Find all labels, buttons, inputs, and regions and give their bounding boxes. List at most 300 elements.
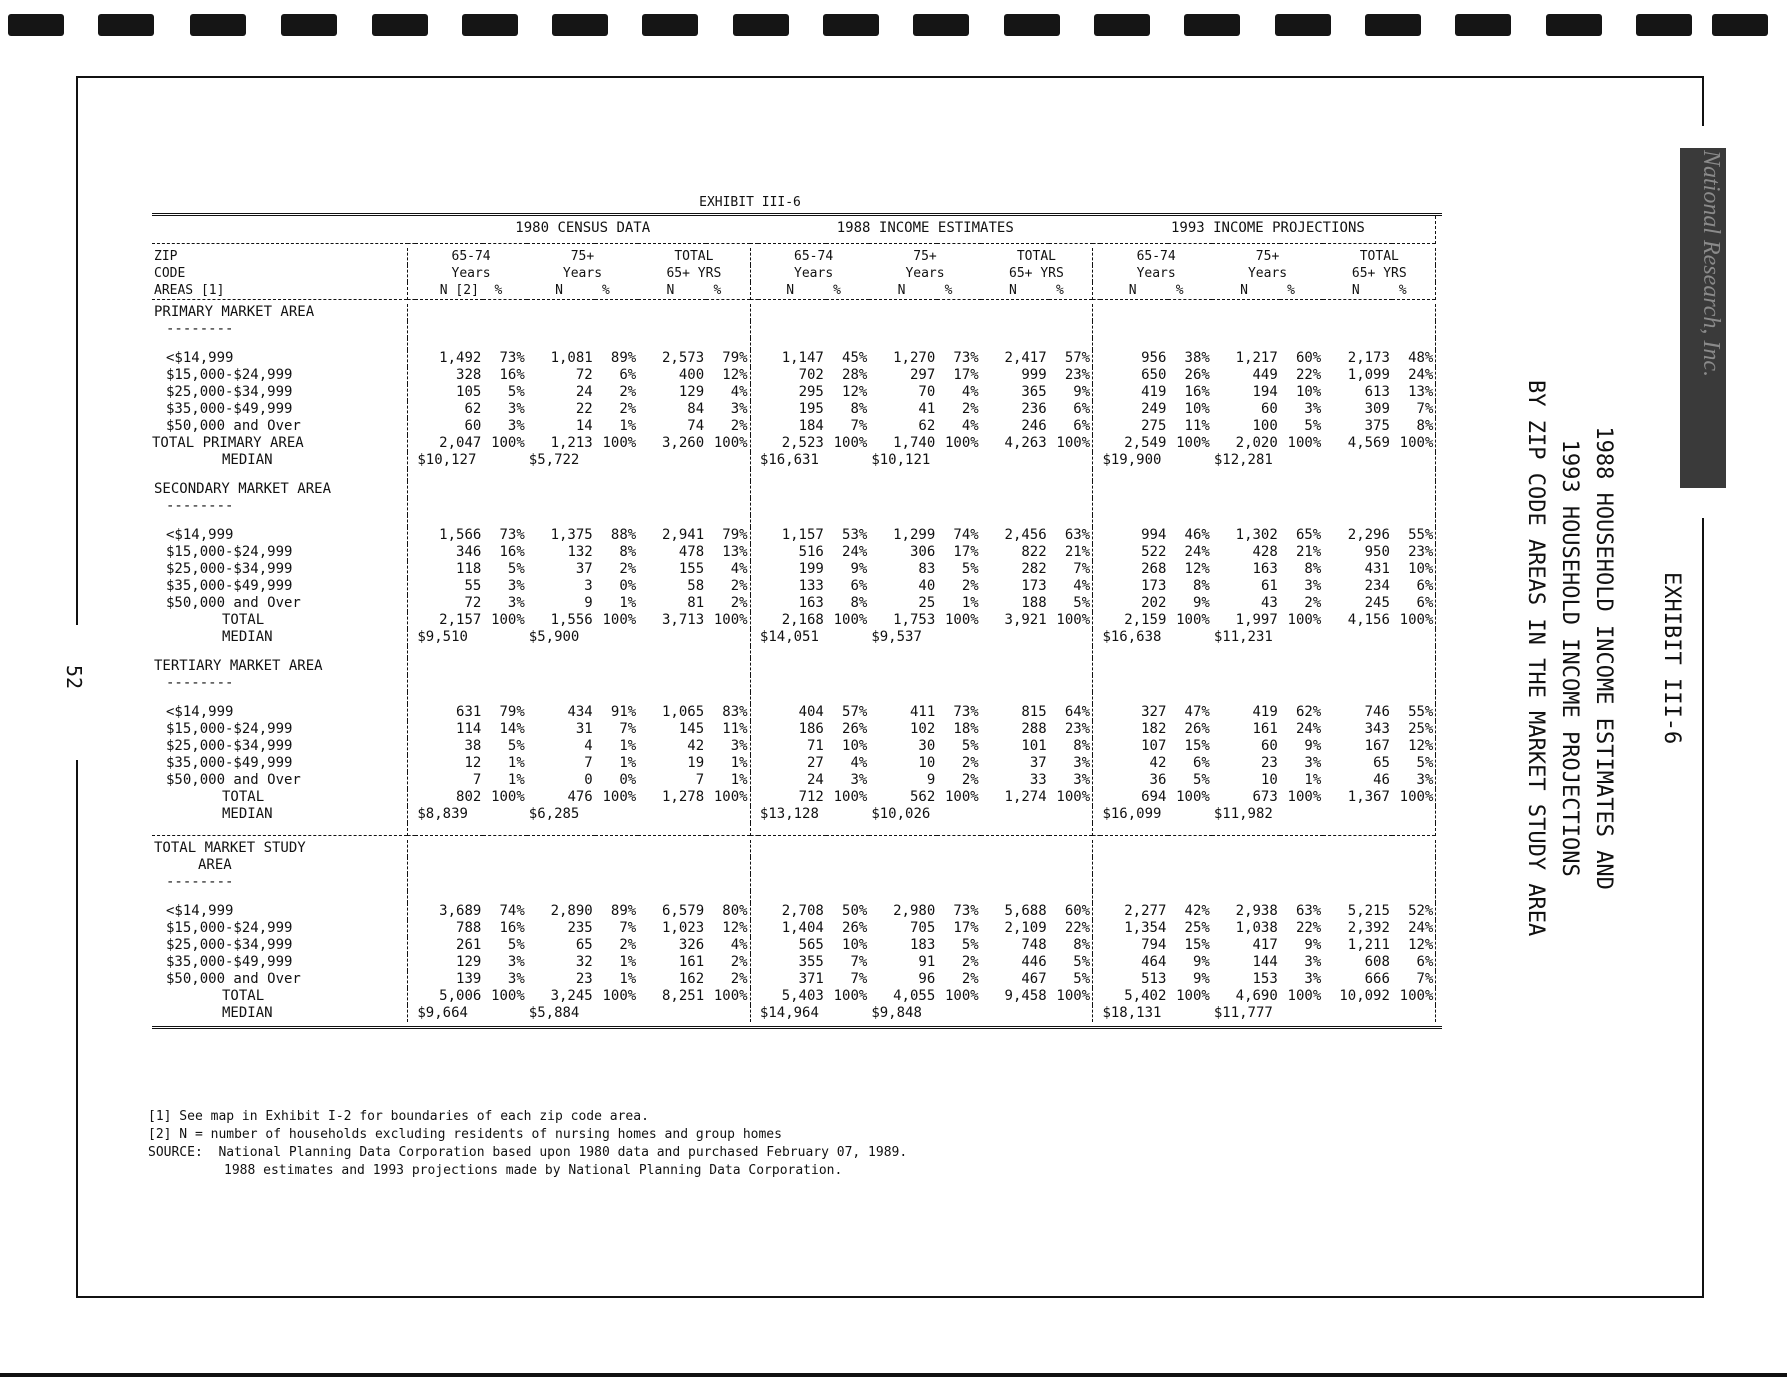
column-header-row-2: [152, 265, 1442, 282]
binder-hole: [372, 14, 428, 36]
income-bracket-label: $35,000-$49,999: [166, 578, 293, 594]
percent-cell: 55%: [1408, 527, 1434, 543]
separator: [408, 806, 416, 823]
percent-cell: 3%: [1073, 772, 1091, 788]
percent-cell: 12%: [1408, 937, 1434, 953]
percent-cell: 8%: [850, 401, 868, 417]
section-title-row: [152, 658, 1442, 675]
median-cell: $19,900: [1102, 452, 1162, 468]
count-cell: 3: [584, 578, 593, 594]
spacer-row: [152, 515, 1442, 527]
total-count-cell: 1,753: [893, 612, 936, 628]
percent-cell: 91%: [610, 704, 637, 720]
total-count-cell: 1,274: [1004, 789, 1047, 805]
percent-cell: 13%: [1408, 384, 1434, 400]
percent-cell: 7%: [850, 418, 868, 434]
separator: [1093, 469, 1101, 481]
percent-cell: 6%: [1073, 418, 1091, 434]
table-edge: [1436, 704, 1442, 721]
count-cell: 705: [909, 920, 936, 936]
spacer-row: [152, 823, 1442, 836]
count-cell: 65: [1373, 755, 1390, 771]
count-cell: 404: [798, 704, 824, 720]
income-bracket-label: <$14,999: [166, 903, 234, 919]
median-cell: $10,026: [871, 806, 931, 822]
count-cell: 236: [1021, 401, 1047, 417]
count-cell: 434: [567, 704, 593, 720]
separator: [1093, 401, 1101, 418]
separator: [750, 304, 758, 321]
total-row: [152, 435, 1442, 452]
percent-cell: 9%: [1304, 937, 1322, 953]
count-cell: 102: [909, 721, 936, 737]
percent-cell: 73%: [499, 527, 525, 543]
median-cell: $13,128: [759, 806, 819, 822]
median-cell: $10,127: [417, 452, 477, 468]
table-row: [152, 544, 1442, 561]
percent-cell: 57%: [842, 704, 868, 720]
total-percent-cell: 100%: [1056, 789, 1091, 805]
percent-cell: 25%: [1184, 920, 1210, 936]
binder-hole: [552, 14, 608, 36]
percent-cell: 73%: [953, 903, 979, 919]
income-bracket-label: <$14,999: [166, 527, 234, 543]
separator: [750, 954, 758, 971]
separator: [750, 401, 758, 418]
separator: [1093, 304, 1101, 321]
percent-cell: 4%: [850, 755, 868, 771]
separator: [1093, 544, 1101, 561]
count-cell: 1,354: [1124, 920, 1167, 936]
count-cell: 822: [1021, 544, 1047, 560]
separator: [1093, 937, 1101, 954]
separator: [750, 772, 758, 789]
percent-cell: 5%: [961, 738, 979, 754]
separator: [408, 401, 416, 418]
income-bracket-label: $25,000-$34,999: [166, 738, 293, 754]
table-edge: [1436, 937, 1442, 954]
income-bracket-label: $35,000-$49,999: [166, 755, 293, 771]
total-percent-cell: 100%: [833, 435, 868, 451]
count-cell: 22: [575, 401, 593, 417]
total-label: TOTAL: [222, 988, 265, 1004]
total-percent-cell: 100%: [1056, 612, 1091, 628]
total-count-cell: 5,402: [1124, 988, 1167, 1004]
separator: [1093, 874, 1101, 891]
table-row: [152, 772, 1442, 789]
count-cell: 84: [687, 401, 705, 417]
percent-cell: 5%: [507, 384, 525, 400]
percent-cell: 2%: [730, 578, 748, 594]
separator: [750, 527, 758, 544]
percent-cell: 57%: [1064, 350, 1091, 366]
separator: [408, 658, 416, 675]
table-edge: [1436, 920, 1442, 937]
separator: [1093, 772, 1101, 789]
side-title-line3: BY ZIP CODE AREAS IN THE MARKET STUDY AREA: [1523, 380, 1548, 937]
count-cell: 249: [1141, 401, 1167, 417]
count-cell: 72: [575, 367, 593, 383]
separator: [408, 954, 416, 971]
total-percent-cell: 100%: [602, 988, 637, 1004]
count-cell: 70: [918, 384, 936, 400]
table-edge: [1436, 544, 1442, 561]
count-cell: 32: [575, 954, 593, 970]
count-cell: 129: [678, 384, 705, 400]
percent-cell: 6%: [1192, 755, 1210, 771]
total-percent-cell: 100%: [1399, 988, 1434, 1004]
count-cell: 155: [678, 561, 705, 577]
count-cell: 794: [1141, 937, 1167, 953]
total-percent-cell: 100%: [713, 988, 748, 1004]
count-cell: 994: [1141, 527, 1167, 543]
total-count-cell: 4,690: [1235, 988, 1278, 1004]
count-cell: 400: [678, 367, 705, 383]
total-count-cell: 5,006: [439, 988, 482, 1004]
separator: [750, 692, 758, 704]
count-cell: 173: [1021, 578, 1047, 594]
percent-cell: 21%: [1064, 544, 1091, 560]
percent-cell: 65%: [1295, 527, 1322, 543]
section-title-2: AREA: [198, 857, 232, 873]
separator: [1093, 350, 1101, 367]
separator: [750, 971, 758, 988]
spacer-cell: [152, 891, 408, 903]
percent-cell: 3%: [730, 401, 748, 417]
section-title-row-2: [152, 857, 1442, 874]
separator: [750, 937, 758, 954]
separator: [750, 384, 758, 401]
header-c1b: Years: [451, 265, 491, 281]
table-edge: [1436, 321, 1442, 338]
count-cell: 326: [678, 937, 705, 953]
percent-cell: 9%: [1192, 595, 1210, 611]
header-c5c: N %: [897, 282, 953, 298]
separator: [750, 988, 758, 1005]
count-cell: 194: [1252, 384, 1278, 400]
count-cell: 100: [1252, 418, 1278, 434]
percent-cell: 4%: [961, 418, 979, 434]
total-count-cell: 1,367: [1347, 789, 1390, 805]
separator: [1093, 321, 1101, 338]
count-cell: 261: [456, 937, 482, 953]
separator: [750, 515, 758, 527]
data-table-wrapper: [152, 213, 1442, 1029]
count-cell: 2,296: [1347, 527, 1390, 543]
header-c2b: Years: [562, 265, 603, 281]
group-header-row: [152, 216, 1442, 244]
count-cell: 950: [1364, 544, 1390, 560]
separator: [408, 321, 416, 338]
header-c2c: N %: [555, 282, 610, 298]
count-cell: 105: [456, 384, 482, 400]
header-c1c: N [2] %: [439, 282, 503, 298]
column-header-row-3: [152, 282, 1442, 300]
income-bracket-label: $50,000 and Over: [166, 595, 301, 611]
spacer-row: [152, 692, 1442, 704]
table-edge: [1436, 418, 1442, 435]
separator: [750, 874, 758, 891]
separator: [750, 578, 758, 595]
percent-cell: 23%: [1064, 367, 1091, 383]
table-row: [152, 920, 1442, 937]
total-count-cell: 2,168: [781, 612, 824, 628]
percent-cell: 16%: [1184, 384, 1210, 400]
percent-cell: 7%: [619, 920, 637, 936]
percent-cell: 3%: [850, 772, 868, 788]
header-c7c: N %: [1128, 282, 1184, 298]
separator: [1093, 789, 1101, 806]
separator: [408, 304, 416, 321]
table-row: [152, 578, 1442, 595]
section-underline: --------: [166, 321, 234, 337]
count-cell: 37: [1029, 755, 1047, 771]
percent-cell: 13%: [722, 544, 748, 560]
percent-cell: 12%: [722, 920, 748, 936]
count-cell: 139: [456, 971, 482, 987]
table-edge: [1436, 578, 1442, 595]
total-count-cell: 802: [456, 789, 482, 805]
count-cell: 46: [1373, 772, 1390, 788]
section-underline-row: [152, 675, 1442, 692]
count-cell: 71: [807, 738, 824, 754]
count-cell: 446: [1021, 954, 1047, 970]
header-c4b: Years: [794, 265, 834, 281]
percent-cell: 2%: [619, 401, 637, 417]
count-cell: 956: [1141, 350, 1167, 366]
total-count-cell: 2,159: [1124, 612, 1167, 628]
percent-cell: 3%: [1416, 772, 1434, 788]
count-cell: 184: [798, 418, 824, 434]
total-count-cell: 8,251: [661, 988, 705, 1004]
binder-hole: [1546, 14, 1602, 36]
column-header-row-1: [152, 248, 1442, 265]
income-bracket-label: $50,000 and Over: [166, 971, 301, 987]
total-percent-cell: 100%: [1176, 435, 1210, 451]
median-row: [152, 629, 1442, 646]
count-cell: 748: [1021, 937, 1047, 953]
percent-cell: 5%: [1073, 971, 1091, 987]
count-cell: 1,270: [893, 350, 936, 366]
separator: [408, 1005, 416, 1022]
table-edge: [1436, 857, 1442, 874]
header-c5b: Years: [905, 265, 945, 281]
count-cell: 1,157: [781, 527, 824, 543]
separator: [750, 452, 758, 469]
count-cell: 10: [1260, 772, 1278, 788]
median-row: [152, 452, 1442, 469]
separator: [408, 418, 416, 435]
separator: [408, 527, 416, 544]
frame-gap-left: [70, 625, 84, 760]
table-edge: [1436, 498, 1442, 515]
table-row: [152, 384, 1442, 401]
percent-cell: 7%: [850, 971, 868, 987]
percent-cell: 64%: [1064, 704, 1091, 720]
percent-cell: 0%: [619, 578, 637, 594]
spacer-cell: [152, 823, 408, 836]
table-edge: [1436, 806, 1442, 823]
table-edge: [1436, 658, 1442, 675]
binder-hole: [281, 14, 337, 36]
total-percent-cell: 100%: [1056, 435, 1091, 451]
table-edge: [1436, 789, 1442, 806]
percent-cell: 73%: [953, 350, 979, 366]
count-cell: 1,081: [550, 350, 593, 366]
total-percent-cell: 100%: [713, 612, 748, 628]
header-c8a: 75+: [1255, 248, 1280, 264]
count-cell: 9: [926, 772, 936, 788]
table-edge: [1436, 367, 1442, 384]
total-count-cell: 10,092: [1339, 988, 1390, 1004]
count-cell: 282: [1021, 561, 1047, 577]
data-table: [152, 216, 1442, 1022]
count-cell: 33: [1029, 772, 1047, 788]
median-cell: $5,900: [528, 629, 580, 645]
count-cell: 161: [678, 954, 705, 970]
percent-cell: 62%: [1295, 704, 1322, 720]
count-cell: 245: [1364, 595, 1390, 611]
percent-cell: 1%: [507, 755, 525, 771]
count-cell: 2,890: [550, 903, 593, 919]
count-cell: 2,938: [1235, 903, 1278, 919]
section-underline: --------: [166, 498, 234, 514]
total-percent-cell: 100%: [1176, 612, 1210, 628]
separator: [408, 840, 416, 857]
count-cell: 467: [1021, 971, 1047, 987]
count-cell: 1,147: [781, 350, 824, 366]
percent-cell: 22%: [1295, 367, 1322, 383]
count-cell: 23: [575, 971, 593, 987]
percent-cell: 8%: [850, 595, 868, 611]
group-1993: 1993 INCOME PROJECTIONS: [1170, 220, 1365, 236]
percent-cell: 3%: [730, 738, 748, 754]
section-underline: --------: [166, 675, 234, 691]
median-row: [152, 806, 1442, 823]
percent-cell: 7%: [1073, 561, 1091, 577]
section-title: TERTIARY MARKET AREA: [154, 658, 323, 674]
median-label: MEDIAN: [222, 452, 273, 468]
percent-cell: 3%: [507, 578, 525, 594]
count-cell: 268: [1141, 561, 1167, 577]
percent-cell: 89%: [610, 903, 637, 919]
binder-hole: [462, 14, 518, 36]
percent-cell: 1%: [730, 772, 748, 788]
section-title: SECONDARY MARKET AREA: [154, 481, 332, 497]
count-cell: 666: [1364, 971, 1390, 987]
table-edge: [1436, 469, 1442, 481]
section-title: PRIMARY MARKET AREA: [154, 304, 315, 320]
income-bracket-label: $25,000-$34,999: [166, 561, 293, 577]
table-row: [152, 903, 1442, 920]
count-cell: 2,941: [661, 527, 705, 543]
percent-cell: 24%: [1184, 544, 1210, 560]
percent-cell: 1%: [961, 595, 979, 611]
header-c3c: N %: [666, 282, 722, 298]
count-cell: 55: [464, 578, 482, 594]
count-cell: 2,392: [1347, 920, 1390, 936]
count-cell: 355: [798, 954, 824, 970]
count-cell: 1,299: [893, 527, 936, 543]
separator: [1093, 338, 1101, 350]
spacer-row: [152, 646, 1442, 658]
total-percent-cell: 100%: [491, 612, 525, 628]
count-cell: 5,215: [1347, 903, 1390, 919]
count-cell: 91: [918, 954, 936, 970]
separator: [1093, 857, 1101, 874]
percent-cell: 83%: [722, 704, 748, 720]
table-title: EXHIBIT III-6: [699, 195, 801, 210]
count-cell: 428: [1252, 544, 1278, 560]
table-edge: [1436, 988, 1442, 1005]
total-percent-cell: 100%: [713, 435, 748, 451]
separator: [408, 561, 416, 578]
count-cell: 65: [575, 937, 593, 953]
separator: [750, 321, 758, 338]
spacer-cell: [152, 338, 408, 350]
separator: [1093, 561, 1101, 578]
count-cell: 2,708: [781, 903, 824, 919]
percent-cell: 11%: [1184, 418, 1210, 434]
percent-cell: 17%: [953, 367, 979, 383]
separator: [1093, 738, 1101, 755]
separator: [750, 338, 758, 350]
separator: [750, 675, 758, 692]
count-cell: 464: [1141, 954, 1167, 970]
count-cell: 72: [464, 595, 482, 611]
header-areas: AREAS [1]: [154, 282, 225, 298]
total-count-cell: 694: [1141, 789, 1167, 805]
total-percent-cell: 100%: [945, 988, 979, 1004]
count-cell: 62: [464, 401, 482, 417]
separator: [1093, 903, 1101, 920]
percent-cell: 10%: [1295, 384, 1322, 400]
percent-cell: 63%: [1064, 527, 1091, 543]
median-cell: $9,510: [417, 629, 468, 645]
bottom-double-rule: [152, 1026, 1442, 1029]
count-cell: 6,579: [661, 903, 705, 919]
percent-cell: 2%: [730, 595, 748, 611]
percent-cell: 3%: [507, 401, 525, 417]
total-percent-cell: 100%: [1399, 612, 1434, 628]
total-count-cell: 1,213: [550, 435, 593, 451]
total-count-cell: 3,260: [661, 435, 705, 451]
count-cell: 631: [456, 704, 482, 720]
separator: [1093, 418, 1101, 435]
separator: [408, 367, 416, 384]
count-cell: 419: [1141, 384, 1167, 400]
count-cell: 1,492: [439, 350, 482, 366]
binder-hole: [823, 14, 879, 36]
percent-cell: 79%: [722, 350, 748, 366]
median-cell: $11,982: [1213, 806, 1273, 822]
percent-cell: 2%: [961, 578, 979, 594]
section-title-row: [152, 481, 1442, 498]
separator: [1093, 629, 1101, 646]
binder-holes: [0, 14, 1787, 40]
count-cell: 650: [1141, 367, 1167, 383]
percent-cell: 17%: [953, 544, 979, 560]
percent-cell: 52%: [1408, 903, 1434, 919]
spacer-cell: [152, 515, 408, 527]
separator: [750, 721, 758, 738]
percent-cell: 2%: [961, 954, 979, 970]
percent-cell: 1%: [619, 971, 637, 987]
total-label: TOTAL: [222, 612, 265, 628]
bottom-rule: [0, 1373, 1787, 1377]
table-row: [152, 937, 1442, 954]
section-underline-row: [152, 874, 1442, 891]
